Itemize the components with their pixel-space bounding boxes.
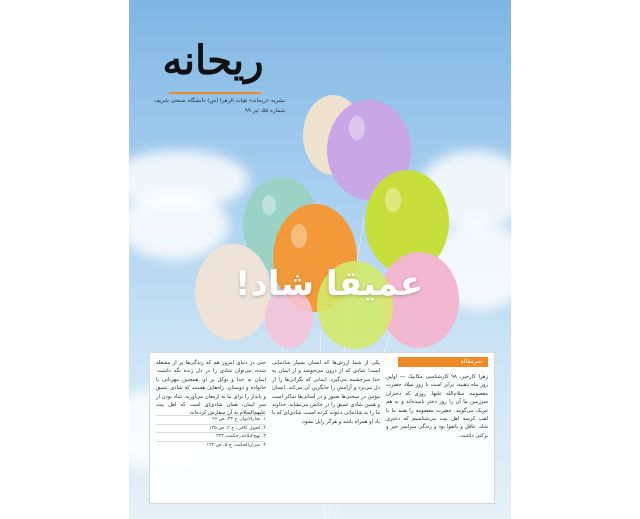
editorial-box: [149, 352, 495, 504]
logo-text: ریحانه: [162, 37, 264, 84]
logo-accent-line: [169, 92, 261, 94]
editorial-middle-column: یکی از شما ارزش‌ها که انسان بسیار شادمانی است؛ شادی که از درون می‌جوشد و از ایمان به خدا سرچشمه می‌گیرد. ایمانی که نگرانی‌ها را از دل می‌برد و آرامش را جایگزین آن می‌کند. انسان مؤمن در سختی‌ها صبور و در آسانی‌ها شاکر است و همین شادی عمیق را در جانش می‌نشاند. خداوند ما را به شادمانی دعوت کرده است، شادی‌ای که با یاد او همراه باشد و هرگز زایل نشود.: [272, 360, 380, 425]
magazine-subtitle: نشریه «ریحانه» هیات الزهرا (س) دانشگاه صنعتی شریف: [153, 98, 285, 104]
reference-item: ۲. اصول کافی، ج ۲، ص ۱۳۵: [156, 424, 266, 433]
editorial-tag: سرمقاله: [398, 357, 488, 367]
magazine-cover: [129, 0, 511, 519]
magazine-logo: [153, 30, 273, 90]
references-list: [156, 415, 266, 449]
editorial-left-column: حتی در دنیای امروز هم که زندگی‌ها پر از مشغله شده، می‌توان شادی را در دل زنده نگه داشت. ایمان به خدا و توکل بر او، همچنین مهربانی با خانواده و دوستان، راه‌هایی هستند که شادی عمیق و پایدار را برای ما به ارمغان می‌آورند. شاد بودن از سر ایمان، همان شادی‌ای است که اهل بیت علیهم‌السلام به آن سفارش کرده‌اند.: [156, 360, 266, 417]
reference-item: ۴. میزان‌الحکمه، ج ۵، ص ۱۲۲: [156, 441, 266, 450]
reference-item: ۱. بحارالانوار، ج ۴۳، ص ۲۶: [156, 415, 266, 424]
editorial-right-column: زهرا کارخیر، ۹۸ کارشناسی مکانیک — اولین روز ماه ذهبیه، برابر است با روز میلاد حضرت معصومه، سلام‌الله علیها. روزی که دختران سرزمین ما آن را روز دختر نامیده‌اند و به هم تبریک می‌گویند. حضرت معصومه را همه ما با لقب کریمه اهل بیت می‌شناسیم که دختری شاد، عاقل و باتقوا بود و زندگی سراسر خیر و برکتی داشت.: [386, 374, 488, 439]
issue-number: شماره ۵۵، تیر ۹۹: [244, 108, 285, 114]
cover-headline: عمیقا شاد!: [234, 264, 424, 304]
reference-item: ۳. نهج‌البلاغه، حکمت ۳۳۳: [156, 432, 266, 441]
